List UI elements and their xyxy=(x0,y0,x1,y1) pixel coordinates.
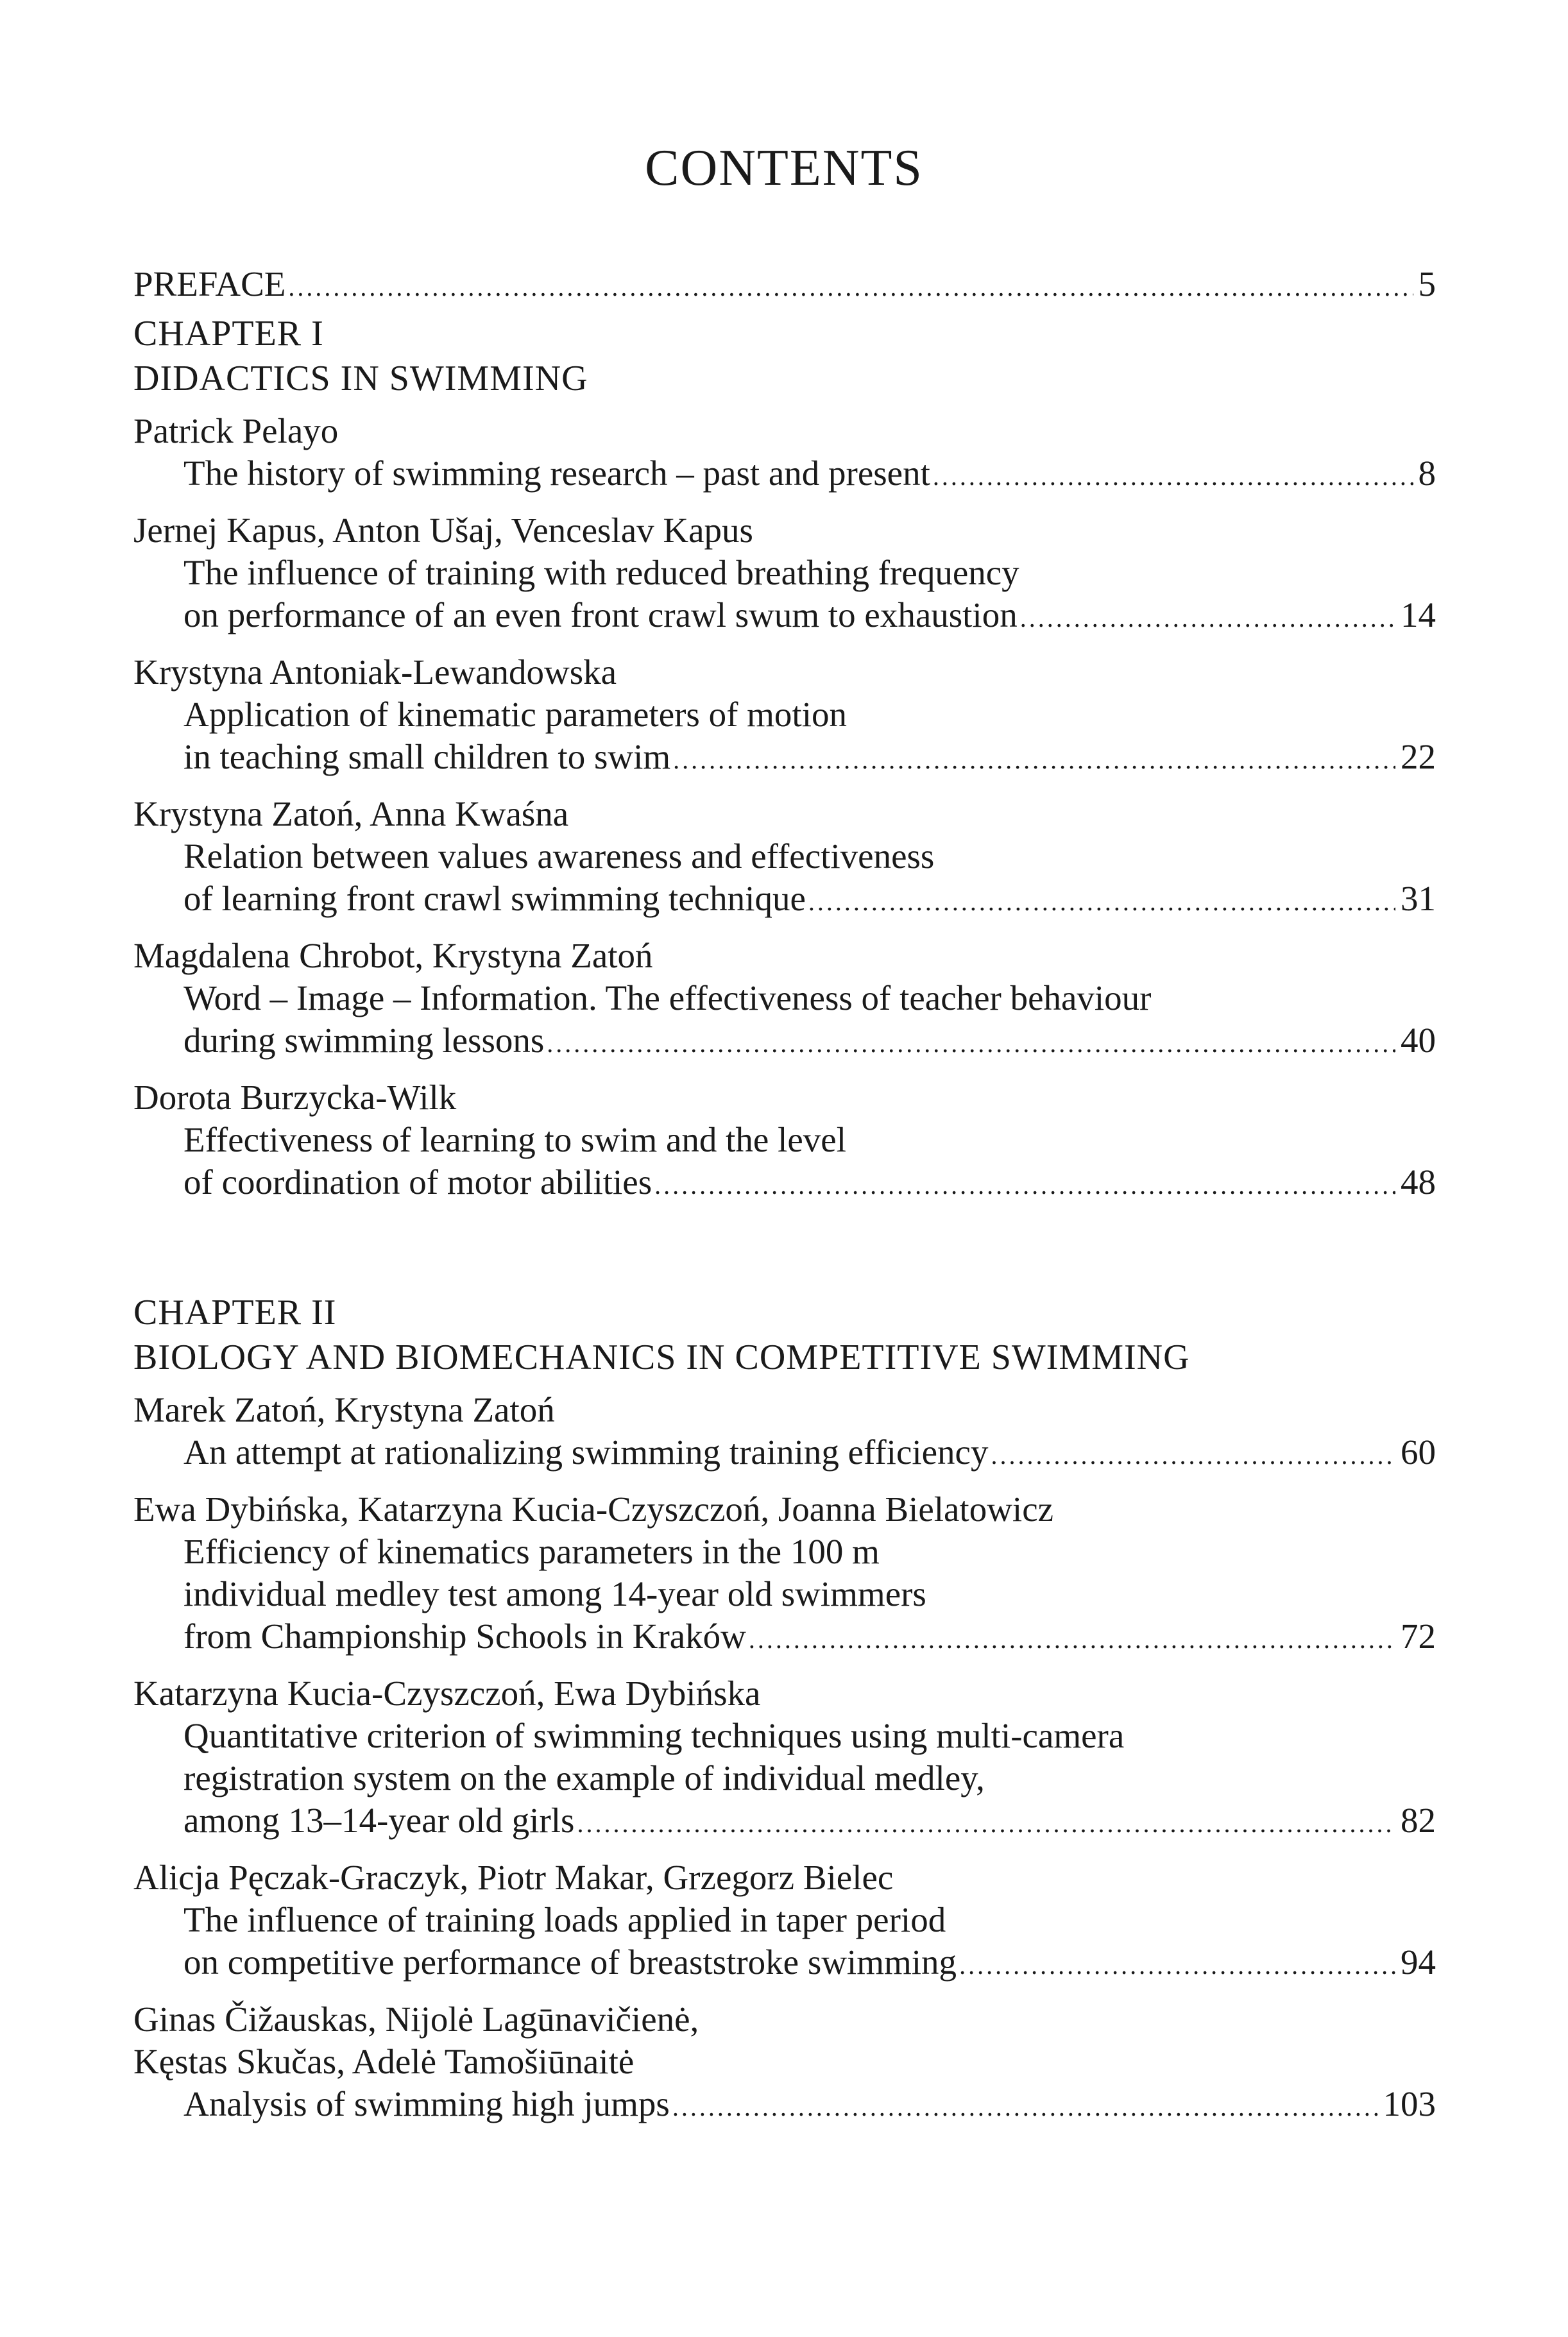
toc-entry xyxy=(133,1076,1436,1207)
page-number: 31 xyxy=(1401,879,1436,918)
chapter-section xyxy=(133,1290,1436,2129)
entry-title-text: Effectiveness of learning to swim and the level xyxy=(183,1120,846,1159)
dot-leader xyxy=(1020,597,1395,640)
page-number: 48 xyxy=(1401,1162,1436,1202)
entry-title-text: in teaching small children to swim xyxy=(183,737,671,776)
dot-leader xyxy=(288,266,1413,309)
entry-title-line xyxy=(133,878,1436,923)
chapter-title: BIOLOGY AND BIOMECHANICS IN COMPETITIVE SWIMMING xyxy=(133,1338,1190,1377)
entry-title-text: during swimming lessons xyxy=(183,1021,545,1060)
chapter-title: DIDACTICS IN SWIMMING xyxy=(133,359,588,398)
page-number: 14 xyxy=(1401,595,1436,634)
entry-title-text: Word – Image – Information. The effectiveness of teacher behaviour xyxy=(183,978,1152,1017)
entry-title-line xyxy=(133,1019,1436,1065)
table-of-contents xyxy=(133,263,1436,2129)
entry-title-text: Quantitative criterion of swimming techniques using multi-camera xyxy=(183,1716,1125,1755)
entry-authors xyxy=(133,1998,1436,2041)
entry-title-line xyxy=(133,1941,1436,1987)
entry-title-line xyxy=(133,1715,1436,1757)
entry-title-text: An attempt at rationalizing swimming training efficiency xyxy=(183,1432,989,1472)
preface-label: PREFACE xyxy=(133,264,286,303)
entry-authors xyxy=(133,410,1436,452)
entry-title-text: among 13–14-year old girls xyxy=(183,1801,575,1840)
entry-authors xyxy=(133,2041,1436,2083)
entry-title-text: Analysis of swimming high jumps xyxy=(183,2084,670,2123)
author-text: Marek Zatoń, Krystyna Zatoń xyxy=(133,1390,555,1429)
entry-title-line xyxy=(133,1531,1436,1573)
entry-authors xyxy=(133,1076,1436,1119)
toc-entry xyxy=(133,793,1436,923)
author-text: Kęstas Skučas, Adelė Tamošiūnaitė xyxy=(133,2042,635,2081)
entry-authors xyxy=(133,1488,1436,1531)
dot-leader xyxy=(959,1944,1395,1987)
entry-title-text: Efficiency of kinematics parameters in the 100 m xyxy=(183,1532,880,1571)
entry-title-line xyxy=(133,1757,1436,1799)
entry-title-text: The history of swimming research – past and present xyxy=(183,454,930,493)
dot-leader xyxy=(749,1619,1395,1661)
author-text: Ewa Dybińska, Katarzyna Kucia-Czyszczoń, Joanna Bielatowicz xyxy=(133,1490,1054,1529)
toc-entry xyxy=(133,509,1436,640)
chapter-label: CHAPTER II xyxy=(133,1293,337,1332)
dot-leader xyxy=(672,2086,1378,2129)
entry-title-text: on competitive performance of breaststroke swimming xyxy=(183,1942,957,1982)
entry-title-text: individual medley test among 14-year old swimmers xyxy=(183,1574,926,1613)
dot-leader xyxy=(577,1803,1395,1845)
author-text: Ginas Čižauskas, Nijolė Lagūnavičienė, xyxy=(133,2000,699,2039)
entry-title-line xyxy=(133,1573,1436,1615)
page-number: 94 xyxy=(1401,1942,1436,1982)
entry-title-line xyxy=(133,1615,1436,1661)
entry-title-text: of learning front crawl swimming technique xyxy=(183,879,806,918)
toc-entry xyxy=(133,1998,1436,2129)
author-text: Krystyna Zatoń, Anna Kwaśna xyxy=(133,794,569,833)
entry-title-text: Application of kinematic parameters of motion xyxy=(183,695,847,734)
entry-title-line xyxy=(133,1119,1436,1161)
entry-title-line xyxy=(133,1161,1436,1207)
entry-authors xyxy=(133,935,1436,977)
entry-title-line xyxy=(133,693,1436,736)
preface-entry xyxy=(133,263,1436,309)
author-text: Krystyna Antoniak-Lewandowska xyxy=(133,652,617,692)
entry-title-text: of coordination of motor abilities xyxy=(183,1162,652,1202)
entry-title-text: registration system on the example of individual medley, xyxy=(183,1758,985,1797)
entry-title-text: from Championship Schools in Kraków xyxy=(183,1617,746,1656)
page-number: 82 xyxy=(1401,1801,1436,1840)
entry-title-line xyxy=(133,736,1436,781)
dot-leader xyxy=(673,739,1395,781)
entry-title-line xyxy=(133,1431,1436,1477)
page-number: 72 xyxy=(1401,1617,1436,1656)
entry-authors xyxy=(133,1857,1436,1899)
author-text: Katarzyna Kucia-Czyszczoń, Ewa Dybińska xyxy=(133,1674,761,1713)
toc-entry xyxy=(133,935,1436,1065)
author-text: Patrick Pelayo xyxy=(133,411,339,450)
entry-authors xyxy=(133,509,1436,552)
chapter-label: CHAPTER I xyxy=(133,314,324,353)
toc-entry xyxy=(133,410,1436,498)
page-number: 60 xyxy=(1401,1432,1436,1472)
toc-entry xyxy=(133,651,1436,781)
entry-title-text: Relation between values awareness and effectiveness xyxy=(183,837,935,876)
entry-title-text: on performance of an even front crawl swum to exhaustion xyxy=(183,595,1018,634)
toc-entry xyxy=(133,1389,1436,1477)
page-number: 22 xyxy=(1401,737,1436,776)
page-number: 103 xyxy=(1383,2084,1436,2123)
page-number: 40 xyxy=(1401,1021,1436,1060)
entry-title-line xyxy=(133,1799,1436,1845)
entry-title-line xyxy=(133,977,1436,1019)
entry-title-line xyxy=(133,1899,1436,1941)
dot-leader xyxy=(654,1164,1395,1207)
entry-authors xyxy=(133,651,1436,693)
entry-title-line xyxy=(133,835,1436,878)
entry-title-text: The influence of training with reduced breathing frequency xyxy=(183,553,1019,592)
author-text: Dorota Burzycka-Wilk xyxy=(133,1078,457,1117)
dot-leader xyxy=(991,1434,1395,1477)
dot-leader xyxy=(933,455,1413,498)
toc-entry xyxy=(133,1672,1436,1845)
chapter-section xyxy=(133,311,1436,1207)
author-text: Alicja Pęczak-Graczyk, Piotr Makar, Grzegorz Bielec xyxy=(133,1858,894,1897)
toc-entry xyxy=(133,1857,1436,1987)
entry-authors xyxy=(133,1389,1436,1431)
dot-leader xyxy=(547,1023,1395,1065)
author-text: Magdalena Chrobot, Krystyna Zatoń xyxy=(133,936,653,975)
entry-authors xyxy=(133,1672,1436,1715)
page-number: 8 xyxy=(1418,454,1436,493)
entry-title-line xyxy=(133,594,1436,640)
entry-title-line xyxy=(133,2083,1436,2129)
preface-page-number: 5 xyxy=(1418,264,1436,303)
page-title: CONTENTS xyxy=(645,140,923,196)
entry-title-text: The influence of training loads applied in taper period xyxy=(183,1900,946,1939)
entry-title-line xyxy=(133,452,1436,498)
dot-leader xyxy=(808,881,1395,923)
entry-title-line xyxy=(133,552,1436,594)
toc-entry xyxy=(133,1488,1436,1661)
author-text: Jernej Kapus, Anton Ušaj, Venceslav Kapus xyxy=(133,511,753,550)
entry-authors xyxy=(133,793,1436,835)
